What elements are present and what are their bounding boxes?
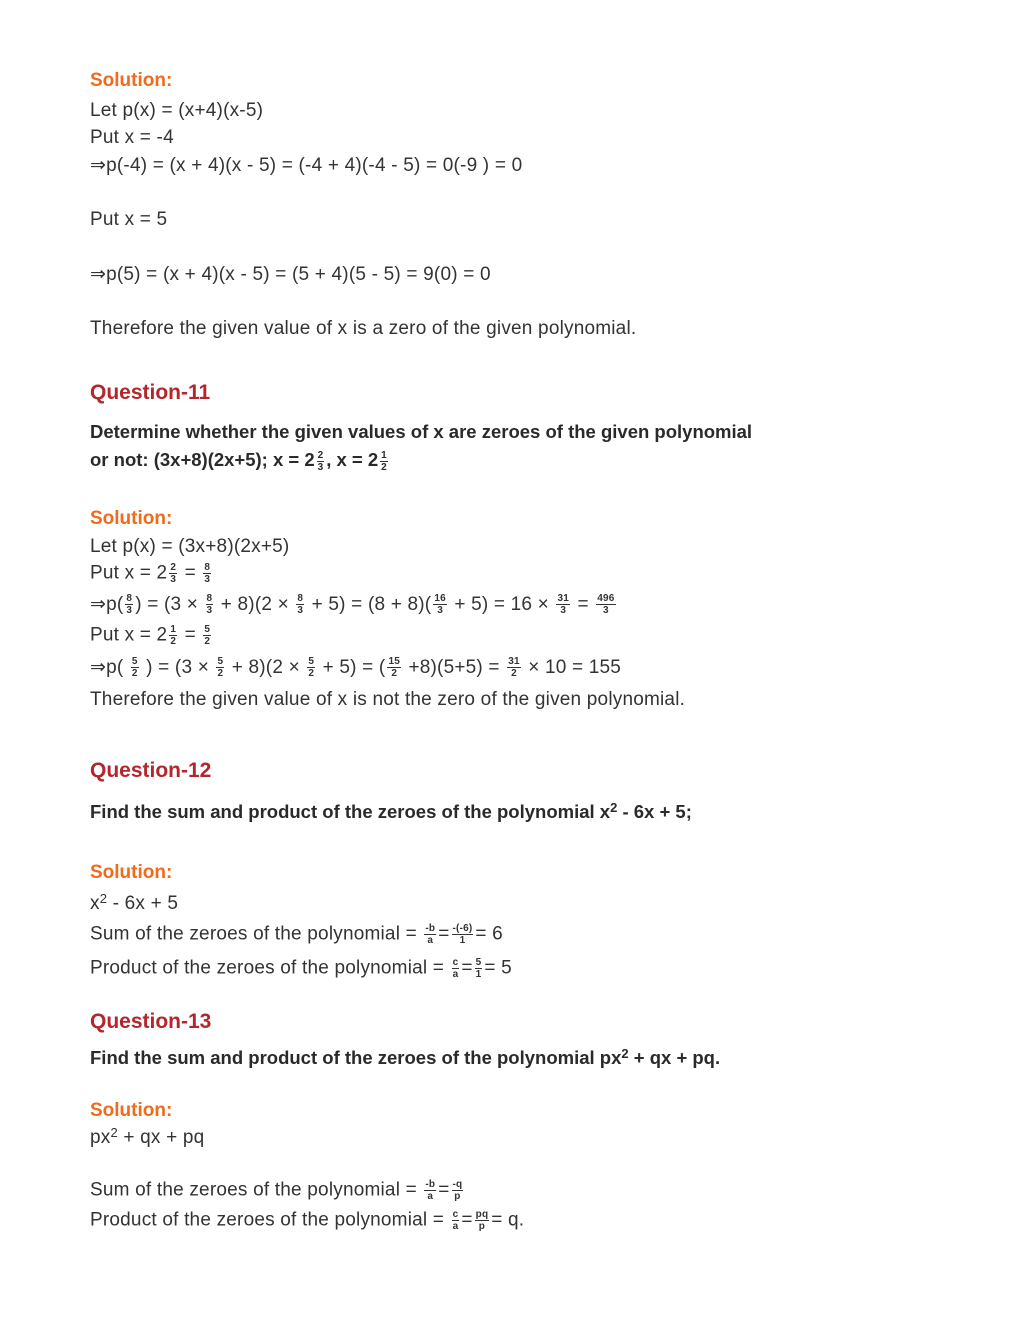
text: = xyxy=(179,562,202,584)
fraction-denominator: a xyxy=(427,1191,434,1202)
fraction xyxy=(475,1209,490,1232)
text: = xyxy=(438,923,450,945)
text: ) = (3 × xyxy=(140,657,215,678)
fraction-denominator: 3 xyxy=(317,461,324,473)
solution-line: Put x = 5 xyxy=(90,209,168,230)
fraction xyxy=(452,1179,464,1202)
fraction xyxy=(317,450,325,473)
fraction-denominator: 1 xyxy=(459,935,466,946)
text: Sum of the zeroes of the polynomial = xyxy=(90,1179,423,1201)
fraction-denominator: 2 xyxy=(308,668,315,680)
text: × 10 = 155 xyxy=(522,657,622,678)
fraction xyxy=(424,1179,436,1202)
text: = 6 xyxy=(475,923,503,945)
fraction-denominator: 3 xyxy=(297,605,304,617)
text: + 5) = ( xyxy=(317,657,386,678)
fraction-numerator: -b xyxy=(425,1179,436,1190)
text: + 8)(2 × xyxy=(215,594,295,615)
text: + 5) = (8 + 8)( xyxy=(306,594,432,615)
fraction-numerator: pq xyxy=(475,1209,489,1220)
fraction xyxy=(387,656,401,679)
question-heading: Question-12 xyxy=(90,759,212,782)
fraction-numerator: 31 xyxy=(508,656,520,668)
fraction xyxy=(452,957,460,980)
fraction-denominator: 2 xyxy=(511,668,517,680)
fraction xyxy=(296,593,304,616)
fraction-denominator: 3 xyxy=(560,605,567,617)
fraction xyxy=(475,957,483,980)
fraction-numerator: 8 xyxy=(204,562,211,573)
solution-label: Solution: xyxy=(90,1100,173,1121)
question-text xyxy=(90,801,692,823)
solution-line xyxy=(90,893,178,915)
question-text xyxy=(90,449,390,473)
text: = q. xyxy=(491,1209,525,1231)
solution-line xyxy=(90,624,213,647)
fraction-numerator: 5 xyxy=(308,656,315,668)
fraction-denominator: 3 xyxy=(603,605,609,617)
solution-line xyxy=(90,562,213,585)
text: = 5 xyxy=(484,957,512,979)
fraction-denominator: a xyxy=(427,935,434,946)
fraction-numerator: -b xyxy=(425,923,436,934)
solution-line: Let p(x) = (3x+8)(2x+5) xyxy=(90,536,290,557)
fraction xyxy=(433,593,447,616)
fraction-denominator: 2 xyxy=(391,668,398,680)
text: = xyxy=(461,957,473,979)
fraction-denominator: a xyxy=(452,1221,459,1232)
fraction xyxy=(206,593,214,616)
fraction xyxy=(424,923,436,946)
text: +8)(5+5) = xyxy=(402,657,506,678)
fraction-numerator: 5 xyxy=(475,957,482,968)
text: px xyxy=(90,1127,111,1148)
solution-conclusion: Therefore the given value of x is a zero of the given polynomial. xyxy=(90,318,637,339)
fraction-numerator: c xyxy=(452,957,459,968)
fraction-denominator: 2 xyxy=(170,636,177,647)
fraction-numerator: 5 xyxy=(204,624,211,635)
question-text xyxy=(90,1047,720,1069)
question-heading: Question-13 xyxy=(90,1010,212,1033)
text: = xyxy=(571,594,595,615)
superscript: 2 xyxy=(99,891,108,906)
fraction xyxy=(203,562,211,585)
text: Put x = 2 xyxy=(90,624,168,646)
text: + qx + pq. xyxy=(628,1047,721,1068)
superscript: 2 xyxy=(621,1046,629,1061)
text: Find the sum and product of the zeroes of the polynomial x xyxy=(90,801,611,822)
solution-line: Let p(x) = (x+4)(x-5) xyxy=(90,100,264,121)
fraction-numerator: 5 xyxy=(131,656,138,668)
solution-line xyxy=(90,1209,524,1232)
fraction xyxy=(452,1209,460,1232)
fraction-denominator: 2 xyxy=(204,636,211,647)
fraction-numerator: 31 xyxy=(557,593,569,605)
fraction xyxy=(307,656,315,679)
solution-line: ⇒p(5) = (x + 4)(x - 5) = (5 + 4)(5 - 5) = 9(0) = 0 xyxy=(90,264,491,285)
question-text: Determine whether the given values of x are zeroes of the given polynomial xyxy=(90,421,753,442)
fraction-numerator: 8 xyxy=(126,593,133,605)
text: Product of the zeroes of the polynomial = xyxy=(90,957,450,979)
solution-line xyxy=(90,957,512,980)
solution-line: Put x = -4 xyxy=(90,127,174,148)
fraction xyxy=(216,656,224,679)
fraction-numerator: c xyxy=(452,1209,459,1220)
fraction-denominator: p xyxy=(454,1191,461,1202)
fraction xyxy=(556,593,570,616)
fraction-numerator: 8 xyxy=(206,593,213,605)
solution-line xyxy=(90,923,503,946)
text: = xyxy=(179,624,202,646)
fraction xyxy=(380,450,388,473)
text: ⇒p( xyxy=(90,594,124,615)
fraction-denominator: 2 xyxy=(131,668,138,680)
solution-line xyxy=(90,1127,204,1149)
fraction-numerator: -q xyxy=(452,1179,463,1190)
fraction xyxy=(169,562,177,585)
fraction-denominator: 3 xyxy=(206,605,213,617)
fraction-denominator: 3 xyxy=(204,574,211,585)
fraction-denominator: 3 xyxy=(126,605,133,617)
superscript: 2 xyxy=(610,800,618,815)
question-heading: Question-11 xyxy=(90,381,211,404)
text: ⇒p( xyxy=(90,657,129,678)
text: = xyxy=(438,1179,450,1201)
solution-label: Solution: xyxy=(90,508,173,529)
fraction-numerator: 5 xyxy=(217,656,224,668)
fraction-numerator: 2 xyxy=(317,449,324,461)
solution-line xyxy=(90,1179,465,1202)
text: - 6x + 5; xyxy=(617,801,692,822)
fraction-numerator: 1 xyxy=(381,449,387,461)
solution-line xyxy=(90,656,621,679)
solution-label: Solution: xyxy=(90,70,173,91)
fraction-denominator: 1 xyxy=(475,969,482,980)
fraction-numerator: 1 xyxy=(170,624,177,635)
text: Product of the zeroes of the polynomial = xyxy=(90,1209,450,1231)
fraction xyxy=(125,593,133,616)
fraction xyxy=(507,656,521,679)
question-text-part: or not: (3x+8)(2x+5); x = 2 xyxy=(90,449,315,470)
solution-label: Solution: xyxy=(90,862,173,883)
text: Find the sum and product of the zeroes of the polynomial px xyxy=(90,1047,622,1068)
text: = xyxy=(461,1209,473,1231)
fraction-numerator: 15 xyxy=(388,656,400,668)
fraction-denominator: 3 xyxy=(170,574,177,585)
text: Put x = 2 xyxy=(90,562,168,584)
fraction-denominator: p xyxy=(478,1221,486,1232)
fraction-denominator: 2 xyxy=(381,461,387,473)
fraction-denominator: 3 xyxy=(437,605,443,617)
fraction-numerator: 8 xyxy=(297,593,304,605)
text: - 6x + 5 xyxy=(107,893,179,914)
fraction xyxy=(596,593,615,616)
fraction-numerator: 16 xyxy=(434,593,446,605)
solution-line: ⇒p(-4) = (x + 4)(x - 5) = (-4 + 4)(-4 - 5) = 0(-9 ) = 0 xyxy=(90,155,523,176)
text: + 8)(2 × xyxy=(226,657,306,678)
text: ) = (3 × xyxy=(135,594,204,615)
text: + qx + pq xyxy=(117,1127,205,1148)
fraction xyxy=(169,624,177,647)
solution-line xyxy=(90,593,618,616)
fraction-numerator: -(-6) xyxy=(452,923,473,934)
fraction-numerator: 2 xyxy=(170,562,177,573)
solution-conclusion: Therefore the given value of x is not the zero of the given polynomial. xyxy=(90,689,686,710)
fraction-denominator: a xyxy=(452,969,459,980)
fraction xyxy=(452,923,474,946)
fraction xyxy=(131,656,139,679)
fraction xyxy=(203,624,211,647)
fraction-denominator: 2 xyxy=(217,668,224,680)
superscript: 2 xyxy=(110,1125,118,1140)
text: + 5) = 16 × xyxy=(448,594,555,615)
text: Sum of the zeroes of the polynomial = xyxy=(90,923,423,945)
text: x xyxy=(90,893,100,914)
question-text-part: , x = 2 xyxy=(326,449,379,470)
fraction-numerator: 496 xyxy=(597,593,615,605)
